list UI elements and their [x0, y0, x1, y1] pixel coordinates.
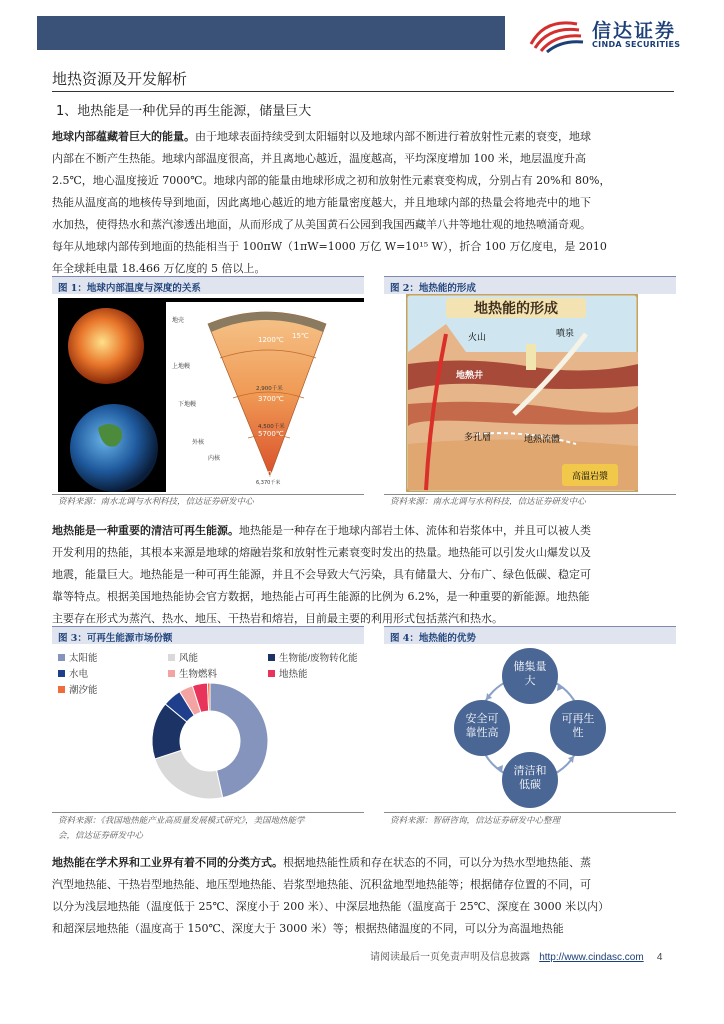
footer-disclaimer: 请阅读最后一页免责声明及信息披露 — [370, 952, 530, 963]
para3-line: 汽型地热能、干热岩型地热能、地压型地热能、岩浆型地热能、沉积盆地型地热能等；根据储存位置的不同，可 — [52, 878, 591, 891]
para1-line: 年全球耗电量 18.466 万亿度的 5 倍以上。 — [52, 262, 266, 275]
legend-label: 生物能/废物转化能 — [279, 653, 358, 664]
fig1-label: 6,370千米 — [256, 480, 281, 486]
legend-item — [268, 650, 358, 664]
fig3-title: 图 3：可再生能源市场份额 — [52, 626, 364, 644]
logo-english: CINDA SECURITIES — [592, 40, 681, 49]
para3-line: 以分为浅层地热能（温度低于 25℃、深度小于 200 米）、中深层地热能（温度高于 25℃、深度在 3000 米以内） — [52, 900, 610, 913]
legend-item — [58, 650, 98, 664]
fig1-label: 地壳 — [172, 317, 185, 324]
fig4-source-divider — [384, 812, 676, 813]
legend-label: 潮汐能 — [69, 685, 98, 696]
core-sphere-icon — [68, 308, 144, 384]
fig2-formation-diagram — [406, 294, 638, 492]
fig1-source: 资料来源：南水北调与水利科技，信达证券研发中心 — [58, 497, 254, 507]
para3-line: 和超深层地热能（温度高于 150℃、深度大于 3000 米）等；根据热储温度的不同，可以分为高温地热能 — [52, 922, 564, 935]
paragraph-3 — [52, 852, 677, 940]
para3-lead: 地热能在学术界和工业界有着不同的分类方式。 — [52, 856, 283, 869]
para1-lead: 地球内部蕴藏着巨大的能量。 — [52, 130, 195, 143]
fig2-label-volcano: 火山 — [468, 333, 487, 343]
advantage-label: 大 — [524, 674, 536, 687]
footer-url-link[interactable]: http://www.cindasc.com — [539, 952, 644, 963]
fig3-source-line1: 资料来源：《我国地热能产业高质量发展模式研究》，美国地热能学 — [58, 816, 305, 826]
fig1-label: 下地幔 — [178, 401, 197, 408]
page-number: 4 — [656, 952, 663, 963]
para1-line: 热能从温度高的地核传导到地面，因此离地心越近的地方能量密度越大，并且地球内部的热量会将地壳中的地下 — [52, 196, 591, 209]
advantage-label: 清洁和 — [513, 764, 547, 777]
legend-swatch — [58, 686, 65, 693]
fig3-source-divider — [52, 812, 364, 813]
para1-line: 2.5℃，地心温度接近 7000℃。地球内部的能量由地球形成之初和放射性元素衰变构成，分别占有 20%和 80%， — [52, 174, 611, 187]
para1-line: 水加热，使得热水和蒸汽渗透出地面，从而形成了从美国黄石公园到我国西藏羊八井等地壮观的地热喷涌奇观。 — [52, 218, 591, 231]
fig1-label: 外核 — [192, 439, 205, 446]
fig2-source: 资料来源：南水北调与水利科技，信达证券研发中心 — [390, 497, 586, 507]
fig2-label-geyser: 噴泉 — [556, 329, 575, 339]
fig2-banner: 地热能的形成 — [474, 301, 558, 317]
paragraph-2 — [52, 520, 677, 630]
fig1-label: 5700℃ — [258, 430, 284, 438]
fig2-label-flow: 地熱流體 — [524, 435, 561, 445]
legend-label: 太阳能 — [69, 653, 98, 664]
para2-line: 地热能是一种存在于地球内部岩土体、流体和岩浆体中，并且可以被人类 — [239, 524, 591, 537]
fig4-title: 图 4：地热能的优势 — [384, 626, 676, 644]
advantage-label: 性 — [572, 726, 584, 739]
advantage-label: 安全可 — [465, 712, 499, 725]
legend-label: 风能 — [179, 653, 199, 664]
legend-label: 水电 — [69, 669, 89, 680]
fig3-source-line2: 会，信达证券研发中心 — [58, 831, 144, 841]
section-title: 地热资源及开发解析 — [52, 70, 188, 88]
legend-item — [58, 682, 98, 696]
subsection-title: 1、地热能是一种优异的再生能源，储量巨大 — [56, 104, 312, 119]
fig1-label: 3700℃ — [258, 395, 284, 403]
fig2-label-porous: 多孔層 — [464, 433, 492, 443]
fig2-title: 图 2：地热能的形成 — [384, 276, 676, 294]
legend-swatch — [168, 654, 175, 661]
logo-chinese: 信达证券 — [592, 20, 677, 42]
advantage-label: 低碳 — [519, 778, 541, 791]
legend-swatch — [58, 670, 65, 677]
fig4-source: 资料来源：智研咨询，信达证券研发中心整理 — [390, 816, 561, 826]
fig1-label: 2,900千米 — [256, 386, 283, 392]
para1-line: 由于地球表面持续受到太阳辐射以及地球内部不断进行着放射性元素的衰变，地球 — [195, 130, 591, 143]
para2-line: 开发利用的热能，其根本来源是地球的熔融岩浆和放射性元素衰变时发出的热量。地热能可以引发火山爆发以及 — [52, 546, 591, 559]
fig2-label-well: 地熱井 — [456, 371, 484, 381]
para2-line: 靠等特点。根据美国地热能协会官方数据，地热能占可再生能源的比例为 6.2%，是一种重要的新能源。地热能 — [52, 590, 590, 603]
para1-line: 内部在不断产生热能。地球内部温度很高，并且离地心越近，温度越高，平均深度增加 100 米，地层温度升高 — [52, 152, 586, 165]
fig1-label: 内核 — [208, 455, 221, 462]
para3-line: 根据地热能性质和存在状态的不同，可以分为热水型地热能、蒸 — [283, 856, 591, 869]
fig2-label-rock: 高溫岩漿 — [571, 472, 609, 482]
fig4-advantages-diagram — [430, 644, 630, 812]
para2-line: 地震，能量巨大。地热能是一种可再生能源，并且不会导致大气污染，具有储量大、分布广、绿色低碳、稳定可 — [52, 568, 591, 581]
legend-item — [58, 666, 88, 680]
earth-icon — [70, 404, 158, 492]
fig1-label: 1200℃ — [258, 336, 284, 344]
legend-swatch — [58, 654, 65, 661]
legend-label: 生物燃料 — [179, 669, 218, 680]
advantage-label: 靠性高 — [465, 726, 499, 739]
para2-line: 主要存在形式为蒸汽、热水、地压、干热岩和熔岩，目前最主要的利用形式包括蒸汽和热水。 — [52, 612, 503, 625]
fig1-label: 15℃ — [292, 332, 309, 340]
advantage-label: 可再生 — [561, 712, 595, 725]
advantage-label: 储集量 — [513, 660, 547, 673]
section-divider — [52, 91, 674, 92]
fig1-title: 图 1：地球内部温度与深度的关系 — [52, 276, 364, 294]
legend-item — [168, 650, 198, 664]
fig3-source — [58, 814, 305, 844]
para2-lead: 地热能是一种重要的清洁可再生能源。 — [52, 524, 239, 537]
para1-line: 每年从地球内部传到地面的热能相当于 100πW（1πW=1000 万亿 W=10¹⁵ W），折合 100 万亿度电，是 2010 — [52, 240, 607, 253]
legend-swatch — [268, 654, 275, 661]
donut-slice — [155, 750, 223, 799]
fig1-label: 4,500千米 — [258, 424, 285, 430]
fig1-label: 上地幔 — [172, 363, 191, 370]
fig1-earth-image — [58, 298, 364, 492]
legend-label: 地热能 — [279, 669, 308, 680]
fig1-label: 6500℃ — [254, 470, 280, 478]
fig3-donut-chart — [140, 676, 280, 806]
header-bar — [37, 16, 505, 50]
page-footer — [370, 948, 662, 963]
paragraph-1 — [52, 126, 677, 280]
